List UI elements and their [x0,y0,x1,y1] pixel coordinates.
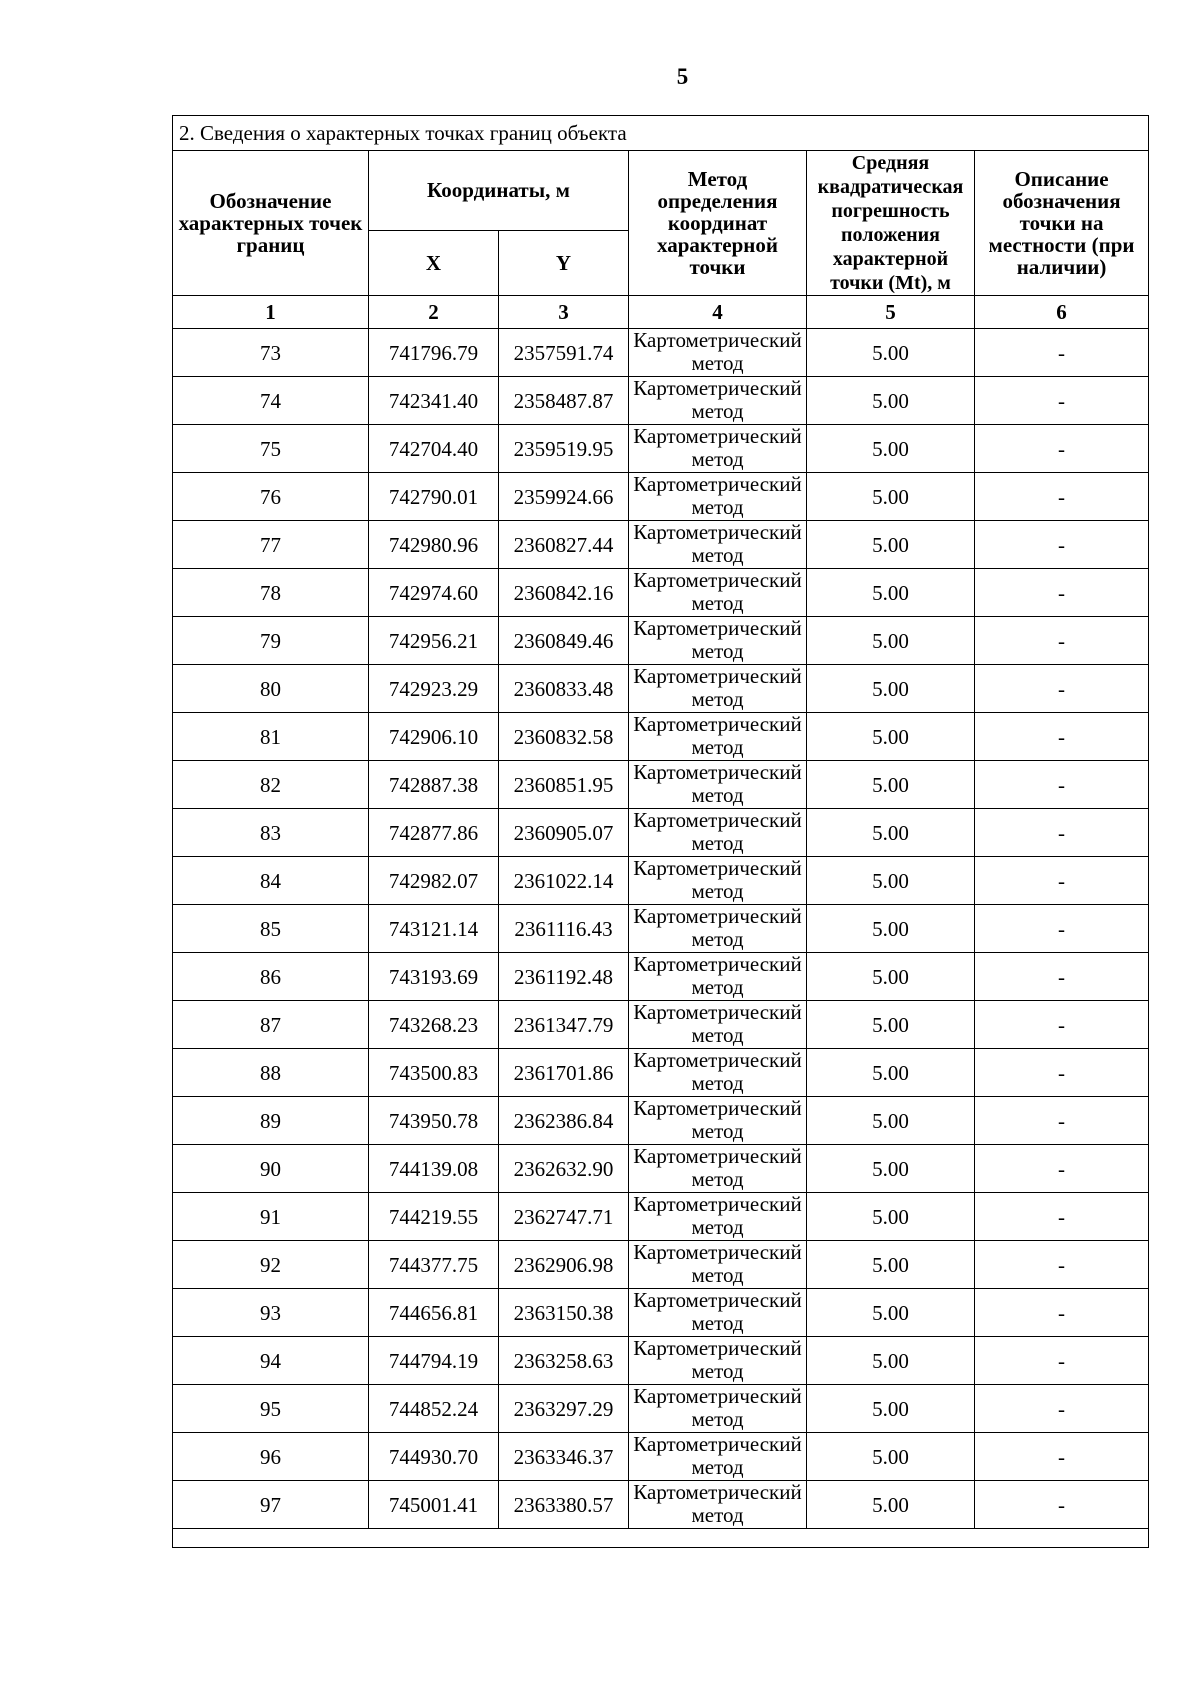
cell-point-id: 97 [173,1481,369,1529]
cell-y: 2360849.46 [499,617,629,665]
table-row [173,569,1149,617]
cell-point-id: 74 [173,377,369,425]
cell-y: 2359519.95 [499,425,629,473]
column-number: 5 [807,296,975,329]
cell-description: - [975,761,1149,809]
cell-x: 742790.01 [369,473,499,521]
cell-y: 2363150.38 [499,1289,629,1337]
header-method: Метод определения координат характерной точки [629,151,807,296]
cell-mt: 5.00 [807,1049,975,1097]
cell-mt: 5.00 [807,809,975,857]
cell-y: 2363346.37 [499,1433,629,1481]
cell-point-id: 90 [173,1145,369,1193]
cell-mt: 5.00 [807,1433,975,1481]
table-row [173,1049,1149,1097]
table-row [173,617,1149,665]
boundary-points-table [172,115,1149,1548]
cell-method: Картометрический метод [629,1289,807,1337]
cell-y: 2361116.43 [499,905,629,953]
cell-method: Картометрический метод [629,1433,807,1481]
table-row [173,1145,1149,1193]
cell-y: 2360851.95 [499,761,629,809]
column-number: 2 [369,296,499,329]
cell-x: 744139.08 [369,1145,499,1193]
cell-y: 2362386.84 [499,1097,629,1145]
cell-point-id: 73 [173,329,369,377]
cell-method: Картометрический метод [629,1241,807,1289]
cell-y: 2358487.87 [499,377,629,425]
cell-description: - [975,569,1149,617]
empty-footer-cell [173,1529,1149,1548]
cell-y: 2362906.98 [499,1241,629,1289]
cell-y: 2361022.14 [499,857,629,905]
cell-method: Картометрический метод [629,521,807,569]
cell-description: - [975,1241,1149,1289]
cell-mt: 5.00 [807,665,975,713]
cell-x: 742982.07 [369,857,499,905]
table-row [173,713,1149,761]
cell-description: - [975,809,1149,857]
cell-description: - [975,1193,1149,1241]
cell-method: Картометрический метод [629,1145,807,1193]
table-row [173,1241,1149,1289]
cell-mt: 5.00 [807,1337,975,1385]
cell-description: - [975,1289,1149,1337]
cell-x: 744377.75 [369,1241,499,1289]
cell-mt: 5.00 [807,569,975,617]
cell-y: 2362632.90 [499,1145,629,1193]
cell-description: - [975,1145,1149,1193]
cell-description: - [975,377,1149,425]
cell-mt: 5.00 [807,1193,975,1241]
cell-method: Картометрический метод [629,617,807,665]
cell-point-id: 95 [173,1385,369,1433]
table-row [173,857,1149,905]
cell-method: Картометрический метод [629,1481,807,1529]
cell-x: 741796.79 [369,329,499,377]
cell-point-id: 86 [173,953,369,1001]
cell-y: 2361192.48 [499,953,629,1001]
cell-mt: 5.00 [807,713,975,761]
cell-point-id: 79 [173,617,369,665]
table-row [173,953,1149,1001]
cell-description: - [975,473,1149,521]
cell-description: - [975,665,1149,713]
cell-y: 2360833.48 [499,665,629,713]
cell-y: 2360842.16 [499,569,629,617]
cell-point-id: 76 [173,473,369,521]
cell-method: Картометрический метод [629,425,807,473]
cell-y: 2361701.86 [499,1049,629,1097]
cell-point-id: 78 [173,569,369,617]
table-footer-row [173,1529,1149,1548]
table-row [173,1433,1149,1481]
cell-method: Картометрический метод [629,665,807,713]
cell-point-id: 85 [173,905,369,953]
table-row [173,1289,1149,1337]
cell-mt: 5.00 [807,1385,975,1433]
cell-mt: 5.00 [807,473,975,521]
cell-method: Картометрический метод [629,329,807,377]
column-number: 3 [499,296,629,329]
table-row [173,1097,1149,1145]
header-description: Описание обозначения точки на местности (при наличии) [975,151,1149,296]
table-row [173,473,1149,521]
header-x: X [369,230,499,295]
cell-x: 742877.86 [369,809,499,857]
cell-point-id: 81 [173,713,369,761]
table-row [173,1337,1149,1385]
cell-x: 742974.60 [369,569,499,617]
cell-y: 2363297.29 [499,1385,629,1433]
table-row [173,521,1149,569]
cell-method: Картометрический метод [629,953,807,1001]
cell-mt: 5.00 [807,1097,975,1145]
cell-method: Картометрический метод [629,1049,807,1097]
cell-method: Картометрический метод [629,1337,807,1385]
cell-mt: 5.00 [807,1241,975,1289]
header-y: Y [499,230,629,295]
cell-method: Картометрический метод [629,473,807,521]
cell-y: 2359924.66 [499,473,629,521]
cell-x: 745001.41 [369,1481,499,1529]
cell-description: - [975,425,1149,473]
cell-mt: 5.00 [807,905,975,953]
cell-description: - [975,857,1149,905]
table-row [173,1001,1149,1049]
cell-method: Картометрический метод [629,377,807,425]
cell-description: - [975,329,1149,377]
cell-x: 742906.10 [369,713,499,761]
cell-point-id: 88 [173,1049,369,1097]
cell-y: 2363380.57 [499,1481,629,1529]
cell-description: - [975,953,1149,1001]
table-row [173,329,1149,377]
cell-y: 2361347.79 [499,1001,629,1049]
cell-x: 742956.21 [369,617,499,665]
cell-description: - [975,1049,1149,1097]
cell-mt: 5.00 [807,521,975,569]
cell-mt: 5.00 [807,1481,975,1529]
cell-mt: 5.00 [807,1001,975,1049]
cell-description: - [975,1001,1149,1049]
cell-description: - [975,1385,1149,1433]
table-row [173,1481,1149,1529]
cell-y: 2360905.07 [499,809,629,857]
cell-point-id: 75 [173,425,369,473]
cell-point-id: 77 [173,521,369,569]
cell-y: 2363258.63 [499,1337,629,1385]
cell-point-id: 82 [173,761,369,809]
cell-mt: 5.00 [807,617,975,665]
boundary-points-sheet [172,115,1148,1548]
cell-point-id: 92 [173,1241,369,1289]
cell-method: Картометрический метод [629,761,807,809]
cell-point-id: 87 [173,1001,369,1049]
cell-description: - [975,617,1149,665]
cell-method: Картометрический метод [629,1097,807,1145]
cell-x: 743193.69 [369,953,499,1001]
table-row [173,665,1149,713]
table-row [173,761,1149,809]
cell-x: 744930.70 [369,1433,499,1481]
cell-x: 744852.24 [369,1385,499,1433]
cell-x: 744794.19 [369,1337,499,1385]
cell-description: - [975,1097,1149,1145]
column-number: 4 [629,296,807,329]
table-row [173,377,1149,425]
cell-point-id: 91 [173,1193,369,1241]
cell-description: - [975,1481,1149,1529]
cell-point-id: 89 [173,1097,369,1145]
cell-method: Картометрический метод [629,809,807,857]
cell-x: 742980.96 [369,521,499,569]
cell-x: 743268.23 [369,1001,499,1049]
table-row [173,425,1149,473]
cell-x: 742704.40 [369,425,499,473]
table-row [173,1193,1149,1241]
cell-method: Картометрический метод [629,905,807,953]
cell-mt: 5.00 [807,761,975,809]
header-point-designation: Обозначение характерных точек границ [173,151,369,296]
section-title: 2. Сведения о характерных точках границ объекта [173,116,1149,151]
cell-point-id: 96 [173,1433,369,1481]
column-number: 6 [975,296,1149,329]
cell-mt: 5.00 [807,377,975,425]
cell-method: Картометрический метод [629,569,807,617]
cell-x: 742341.40 [369,377,499,425]
cell-x: 743950.78 [369,1097,499,1145]
page-number: 5 [676,64,689,89]
cell-y: 2360832.58 [499,713,629,761]
cell-point-id: 80 [173,665,369,713]
cell-method: Картометрический метод [629,713,807,761]
cell-x: 744656.81 [369,1289,499,1337]
column-number: 1 [173,296,369,329]
cell-description: - [975,905,1149,953]
table-row [173,905,1149,953]
cell-mt: 5.00 [807,329,975,377]
cell-mt: 5.00 [807,425,975,473]
cell-description: - [975,1433,1149,1481]
table-row [173,809,1149,857]
cell-method: Картометрический метод [629,1385,807,1433]
cell-mt: 5.00 [807,857,975,905]
cell-description: - [975,1337,1149,1385]
cell-mt: 5.00 [807,1289,975,1337]
cell-mt: 5.00 [807,953,975,1001]
header-coordinates: Координаты, м [369,151,629,231]
cell-mt: 5.00 [807,1145,975,1193]
cell-description: - [975,713,1149,761]
cell-point-id: 93 [173,1289,369,1337]
cell-x: 743121.14 [369,905,499,953]
cell-x: 742887.38 [369,761,499,809]
cell-point-id: 94 [173,1337,369,1385]
cell-method: Картометрический метод [629,1001,807,1049]
table-body [173,329,1149,1529]
cell-point-id: 83 [173,809,369,857]
cell-method: Картометрический метод [629,857,807,905]
table-row [173,1385,1149,1433]
cell-description: - [975,521,1149,569]
cell-point-id: 84 [173,857,369,905]
cell-y: 2362747.71 [499,1193,629,1241]
cell-y: 2360827.44 [499,521,629,569]
cell-y: 2357591.74 [499,329,629,377]
cell-x: 742923.29 [369,665,499,713]
cell-method: Картометрический метод [629,1193,807,1241]
cell-x: 743500.83 [369,1049,499,1097]
cell-x: 744219.55 [369,1193,499,1241]
header-mean-square-error: Средняя квадратическая погрешность положения характерной точки (Mt), м [807,151,975,296]
